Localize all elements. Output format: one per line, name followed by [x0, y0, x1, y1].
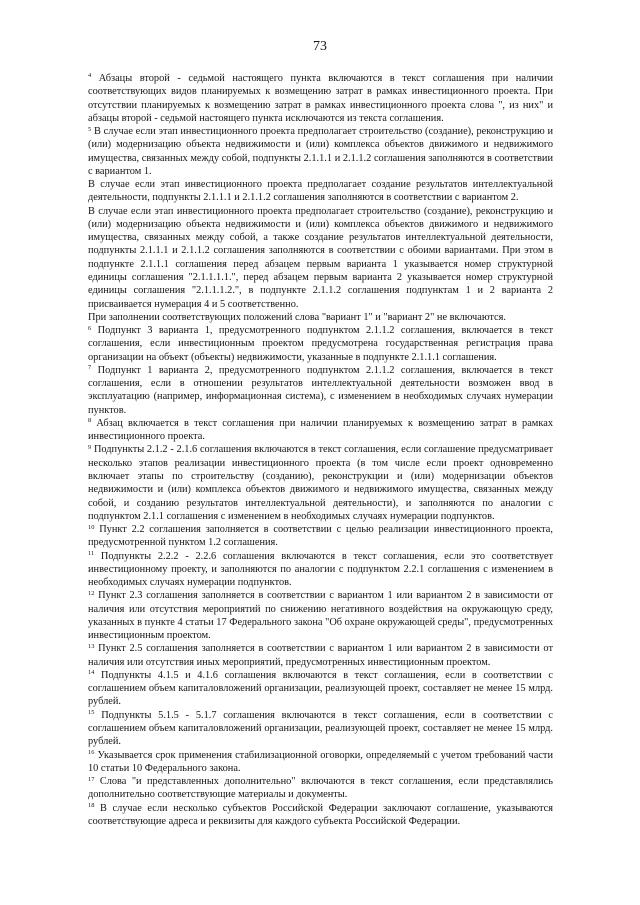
- footnote-14: [88, 669, 553, 709]
- footnote-paragraph: [88, 642, 553, 669]
- footnote-16: [88, 749, 553, 776]
- footnote-number: 18: [88, 802, 95, 810]
- footnote-paragraph: [88, 178, 553, 205]
- footnote-text: В случае если этап инвестиционного проекта предполагает строительство (создание), реконструкцию и (или) модернизацию объекта недвижимости и (или) комплекса объектов движимого и недвижимого имущества, связанных между собой, а также создание результатов интеллектуальной деятельности, подпункты 2.1.1.1 и 2.1.1.2 соглашения заполняются в соответствии с обоими вариантами. При этом в подпункте 2.1.1.1 соглашения перед абзацем первым варианта 1 указывается номер структурной единицы соглашения "2.1.1.1.1.", перед абзацем первым варианта 2 указывается номер структурной единицы соглашения "2.1.1.1.2.", в подпункте 2.1.1.2 соглашения подпунктам 1 и 2 варианта 2 присваивается нумерация 4 и 5 соответственно.: [88, 205, 553, 310]
- page-number: 73: [313, 39, 327, 54]
- footnote-text: Указывается срок применения стабилизационной оговорки, определяемый с учетом требований части 10 статьи 10 Федерального закона.: [88, 749, 553, 774]
- footnote-text: При заполнении соответствующих положений слова "вариант 1" и "вариант 2" не включаются.: [88, 311, 506, 323]
- footnote-text: Подпункты 5.1.5 - 5.1.7 соглашения включаются в текст соглашения, если в соответствии с соглашением объем капиталовложений организации, реализующей проект, составляет не менее 15 млрд. рублей.: [88, 709, 553, 748]
- footnote-paragraph: [88, 550, 553, 590]
- footnote-number: 16: [88, 749, 95, 757]
- footnote-text: В случае если этап инвестиционного проекта предполагает создание результатов интеллектуальной деятельности, подпункты 2.1.1.1 и 2.1.1.2 соглашения заполняются в соответствии с вариантом 2.: [88, 179, 553, 204]
- footnote-paragraph: [88, 523, 553, 550]
- footnote-text: Подпункты 4.1.5 и 4.1.6 соглашения включаются в текст соглашения, если в соответствии с соглашением объем капиталовложений организации, реализующей проект, составляет не менее 15 млрд. рублей.: [88, 669, 553, 708]
- footnote-paragraph: [88, 125, 553, 178]
- footnote-text: Слова "и представленных дополнительно" включаются в текст соглашения, если представлялись дополнительно соответствующие материалы и документы.: [88, 776, 553, 801]
- footnote-9: [88, 443, 553, 523]
- footnote-8: [88, 417, 553, 444]
- footnote-number: 15: [88, 709, 95, 717]
- footnote-number: 13: [88, 642, 95, 650]
- footnote-7: [88, 364, 553, 417]
- footnote-5: [88, 125, 553, 324]
- footnote-text: Подпункты 2.1.2 - 2.1.6 соглашения включаются в текст соглашения, если соглашение предусматривает несколько этапов реализации инвестиционного проекта (в том числе если проект одновременно включает этапы по строительству (созданию), реконструкции и (или) модернизации объектов недвижимости и (или) комплекса объектов движимого и недвижимого имущества, связанных между собой, и созданию результатов интеллектуальной деятельности), и заполняются по аналогии с подпунктом 2.1.1 соглашения с изменением в необходимых случаях нумерации подпунктов.: [88, 444, 553, 522]
- footnote-number: 10: [88, 523, 95, 531]
- footnote-number: 7: [88, 364, 92, 372]
- footnote-paragraph: [88, 311, 553, 324]
- footnote-17: [88, 775, 553, 802]
- footnote-number: 12: [88, 589, 95, 597]
- footnote-number: 6: [88, 324, 92, 332]
- footnote-15: [88, 709, 553, 749]
- footnote-paragraph: [88, 72, 553, 125]
- footnote-paragraph: [88, 324, 553, 364]
- footnote-text: Пункт 2.3 соглашения заполняется в соответствии с вариантом 1 или вариантом 2 в зависимости от наличия или отсутствия мероприятий по снижению негативного воздействия на окружающую среду, указанных в пункте 4 статьи 17 Федерального закона "Об охране окружающей среды", предусмотренных инвестиционным проектом.: [88, 590, 553, 642]
- footnote-6: [88, 324, 553, 364]
- footnote-4: [88, 72, 553, 125]
- footnote-paragraph: [88, 709, 553, 749]
- footnote-text: В случае если этап инвестиционного проекта предполагает строительство (создание), реконструкцию и (или) модернизацию объекта недвижимости и (или) комплекса объектов движимого и недвижимого имущества, связанных между собой, подпункты 2.1.1.1 и 2.1.1.2 соглашения заполняются в соответствии с вариантом 1.: [88, 126, 553, 177]
- footnote-paragraph: [88, 802, 553, 829]
- footnote-paragraph: [88, 205, 553, 311]
- footnote-text: Пункт 2.5 соглашения заполняется в соответствии с вариантом 1 или вариантом 2 в зависимости от наличия или отсутствия иных мероприятий, предусмотренных инвестиционным проектом.: [88, 643, 553, 668]
- footnote-text: Подпункт 1 варианта 2, предусмотренного подпунктом 2.1.1.2 соглашения, включается в текст соглашения, если в отношении результатов интеллектуальной деятельности возможен ввод в эксплуатацию (например, информационная система), с изменением в необходимых случаях нумерации пунктов.: [88, 364, 553, 416]
- footnote-number: 5: [88, 125, 92, 133]
- footnote-paragraph: [88, 749, 553, 776]
- footnote-paragraph: [88, 443, 553, 523]
- footnote-paragraph: [88, 364, 553, 417]
- footnote-number: 14: [88, 669, 95, 677]
- footnote-number: 9: [88, 443, 92, 451]
- footnote-number: 8: [88, 417, 92, 425]
- footnote-number: 11: [88, 550, 95, 558]
- footnote-text: Абзац включается в текст соглашения при наличии планируемых к возмещению затрат в рамках инвестиционного проекта.: [88, 417, 553, 443]
- footnote-text: Подпункт 3 варианта 1, предусмотренного подпунктом 2.1.1.2 соглашения, включается в текст соглашения, если инвестиционным проектом предусмотрена государственная регистрация права организации на объект (объекты) недвижимости, указанные в подпункте 2.1.1.1 соглашения.: [88, 325, 553, 363]
- footnote-paragraph: [88, 669, 553, 709]
- footnote-10: [88, 523, 553, 550]
- footnote-11: [88, 550, 553, 590]
- footnote-text: Абзацы второй - седьмой настоящего пункта включаются в текст соглашения при наличии соответствующих видов планируемых к возмещению затрат в рамках инвестиционного проекта. При отсутствии планируемых к возмещению затрат в рамках инвестиционного проекта слова ", из них" и абзацы второй - седьмой настоящего пункта исключаются из текста соглашения.: [88, 73, 553, 124]
- footnote-number: 17: [88, 775, 95, 783]
- footnote-paragraph: [88, 417, 553, 444]
- footnote-text: Пункт 2.2 соглашения заполняется в соответствии с целью реализации инвестиционного проекта, предусмотренной пунктом 1.2 соглашения.: [88, 524, 553, 549]
- footnote-13: [88, 642, 553, 669]
- footnote-text: Подпункты 2.2.2 - 2.2.6 соглашения включаются в текст соглашения, если это соответствует инвестиционному проекту, и заполняются по аналогии с подпунктом 2.2.1 соглашения с изменением в необходимых случаях нумерации подпунктов.: [88, 550, 553, 589]
- footnote-18: [88, 802, 553, 829]
- footnote-12: [88, 589, 553, 642]
- footnote-paragraph: [88, 775, 553, 802]
- footnote-text: В случае если несколько субъектов Российской Федерации заключают соглашение, указываются соответствующие адреса и реквизиты для каждого субъекта Российской Федерации.: [88, 802, 553, 827]
- footnote-paragraph: [88, 589, 553, 642]
- footnote-number: 4: [88, 72, 92, 80]
- footnotes-block: [88, 72, 553, 828]
